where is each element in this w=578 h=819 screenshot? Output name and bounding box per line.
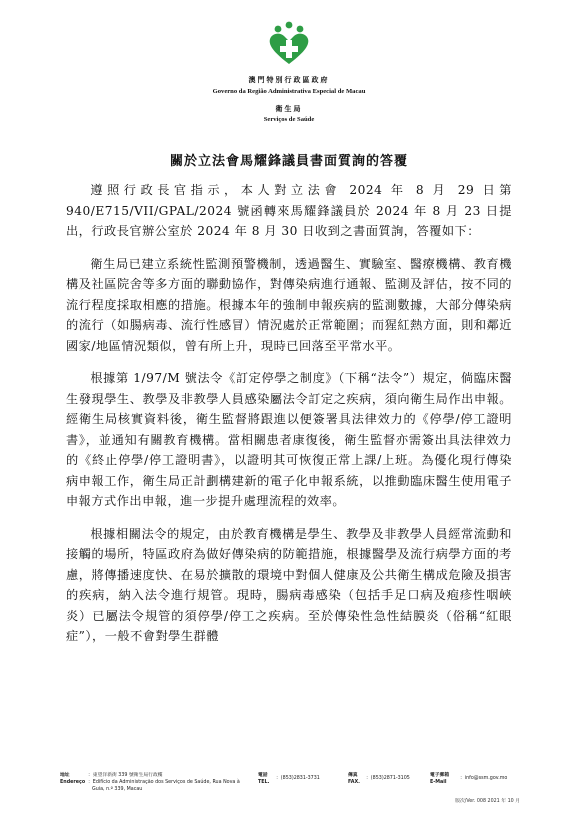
address-pt-line2: Guia, n.º 339, Macau: [92, 787, 143, 792]
org-name-pt: Governo da Região Administrativa Especial de Macau: [212, 88, 366, 95]
email-label-pt: E-Mail: [430, 780, 447, 785]
address-label-zh: 地址: [60, 773, 70, 778]
paragraph-2: 衛生局已建立系統性監測預警機制，透過醫生、實驗室、醫療機構、教育機構及社區院舍等多方面的聯動協作，對傳染病進行通報、監測及評估，按不同的流行程度採取相應的措施。根據本年的強制申報疾病的監測數據，大部分傳染病的流行（如腸病毒、流行性感冒）情況處於正常範圍；而猩紅熱方面，則和鄰近國家/地區情況類似，曾有所上升，現時已回落至平常水平。: [66, 256, 512, 353]
paragraph-1: 遵照行政長官指示，本人對立法會 2024 年 8 月 29 日第 940/E715/VII/GPAL/2024 號函轉來馬耀鋒議員於 2024 年 8 月 23 日提出，行政長官辦公室於 2024 年 8 月 30 日收到之書面質詢，答覆如下：: [66, 183, 512, 238]
tel-label-pt: TEL.: [258, 780, 270, 785]
paragraph-3: 根據第 1/97/M 號法令《訂定停學之制度》（下稱“法令”）規定，倘臨床醫生發現學生、教學及非教學人員感染屬法令訂定之疾病，須向衛生局作出申報。經衛生局核實資料後，衛生監督將跟進以便簽署具法律效力的《停學/停工證明書》，並通知有關教育機構。當相關患者康復後，衛生監督亦需簽出具法律效力的《終止停學/停工證明書》，以證明其可恢復正常上課/上班。為優化現行傳染病申報工作，衛生局正計劃構建新的電子化申報系統，以推動臨床醫生使用電子申報方式作出申報，進一步提升處理流程的效率。: [66, 371, 512, 508]
fax-label-pt: FAX.: [348, 780, 360, 785]
dept-name-pt: Serviços de Saúde: [263, 116, 315, 123]
version-note: 版次/Ver. 008 2021 年 10 月: [455, 799, 520, 804]
paragraph-4: 根據相關法令的規定，由於教育機構是學生、教學及非教學人員經常流動和接觸的場所，特區政府為做好傳染病的防範措施，根據醫學及流行病學方面的考慮，將傳播速度快、在易於擴散的環境中對個人健康及公共衛生構成危險及損害的疾病，納入法令進行規管。現時，腸病毒感染（包括手足口病及疱疹性咽峽炎）已屬法令規管的須停學/停工之疾病。至於傳染性急性結膜炎（俗稱“紅眼症”），一般不會對學生群體: [66, 526, 512, 643]
letterhead-footer: [0, 773, 578, 819]
health-bureau-logo-icon: [266, 20, 312, 66]
dept-name-zh: 衛生局: [275, 104, 303, 113]
address-label-pt: Endereço: [60, 780, 86, 785]
fax-number: ：(853)2871-3105: [366, 776, 410, 781]
address-pt-line1: ：Edifício da Administração dos Serviços de Saúde, Rua Nova à: [88, 780, 240, 785]
document-body: [66, 180, 512, 659]
tel-label-zh: 電話: [258, 773, 268, 778]
email-address[interactable]: ：info@ssm.gov.mo: [460, 776, 508, 781]
address-zh: ：東望洋新街 339 號衛生局行政樓: [88, 773, 163, 778]
email-label-zh: 電子郵箱: [430, 773, 450, 778]
fax-label-zh: 傳真: [348, 773, 358, 778]
document-title: 關於立法會馬耀鋒議員書面質詢的答覆: [169, 154, 408, 169]
tel-number: ：(853)2831-3731: [276, 776, 320, 781]
org-name-zh: 澳門特別行政區政府: [248, 75, 330, 84]
